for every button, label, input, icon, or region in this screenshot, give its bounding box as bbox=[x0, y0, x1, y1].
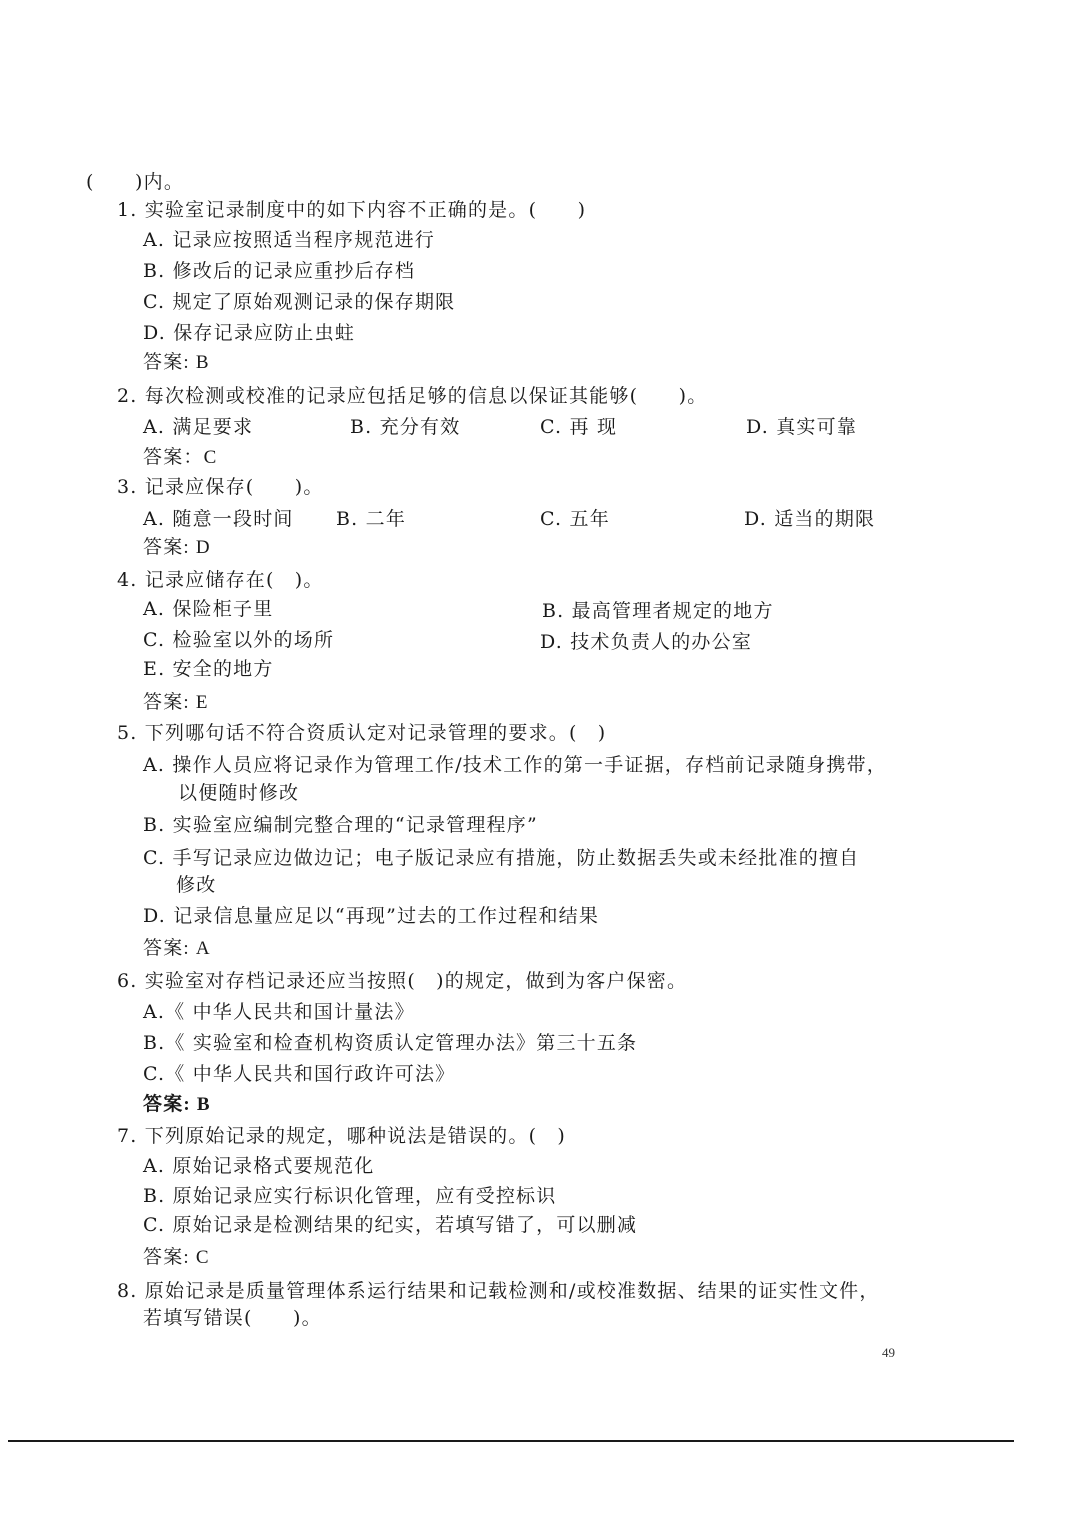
question-5-option-a-cont: 以便随时修改 bbox=[178, 782, 300, 804]
question-4-option-a: A. 保险柜子里 bbox=[143, 598, 274, 620]
question-6-option-a: A.《 中华人民共和国计量法》 bbox=[143, 1001, 415, 1023]
question-5-option-d: D. 记录信息量应足以“再现”过去的工作过程和结果 bbox=[143, 905, 600, 927]
question-8-stem-cont: 若填写错误( )。 bbox=[143, 1307, 322, 1329]
question-2-option-b: B. 充分有效 bbox=[350, 416, 461, 438]
question-1-answer: 答案: B bbox=[143, 352, 210, 373]
question-7-stem: 7. 下列原始记录的规定，哪种说法是错误的。( ) bbox=[117, 1125, 566, 1147]
intro-fragment: ( )内。 bbox=[86, 171, 185, 193]
question-1-option-c: C. 规定了原始观测记录的保存期限 bbox=[143, 291, 456, 313]
question-6-stem: 6. 实验室对存档记录还应当按照( )的规定，做到为客户保密。 bbox=[117, 970, 688, 992]
question-6-answer: 答案: B bbox=[143, 1094, 211, 1115]
question-2-answer: 答案：C bbox=[143, 447, 218, 468]
question-5-option-b: B. 实验室应编制完整合理的“记录管理程序” bbox=[143, 814, 538, 836]
question-1-stem: 1. 实验室记录制度中的如下内容不正确的是。( ) bbox=[117, 199, 587, 221]
question-7-option-c: C. 原始记录是检测结果的纪实，若填写错了，可以删减 bbox=[143, 1214, 638, 1236]
question-4-stem: 4. 记录应储存在( )。 bbox=[117, 569, 324, 591]
question-1-option-d: D. 保存记录应防止虫蛀 bbox=[143, 322, 356, 344]
footer-rule bbox=[8, 1440, 1014, 1442]
question-3-option-c: C. 五年 bbox=[540, 508, 610, 530]
question-7-option-a: A. 原始记录格式要规范化 bbox=[143, 1155, 375, 1177]
question-7-option-b: B. 原始记录应实行标识化管理，应有受控标识 bbox=[143, 1185, 557, 1207]
question-6-option-b: B.《 实验室和检查机构资质认定管理办法》第三十五条 bbox=[143, 1032, 638, 1054]
question-3-stem: 3. 记录应保存( )。 bbox=[117, 476, 324, 498]
question-3-option-d: D. 适当的期限 bbox=[744, 508, 876, 530]
question-1-option-b: B. 修改后的记录应重抄后存档 bbox=[143, 260, 416, 282]
question-4-option-d: D. 技术负责人的办公室 bbox=[540, 631, 753, 653]
question-1-option-a: A. 记录应按照适当程序规范进行 bbox=[143, 229, 436, 251]
question-7-answer: 答案: C bbox=[143, 1247, 210, 1268]
question-4-option-b: B. 最高管理者规定的地方 bbox=[542, 600, 774, 622]
question-3-answer: 答案: D bbox=[143, 537, 211, 558]
question-4-option-e: E. 安全的地方 bbox=[143, 658, 274, 680]
question-5-option-c-cont: 修改 bbox=[176, 874, 217, 896]
page-number: 49 bbox=[882, 1345, 895, 1360]
question-3-option-b: B. 二年 bbox=[336, 508, 407, 530]
question-2-option-c: C. 再 现 bbox=[540, 416, 618, 438]
question-2-option-a: A. 满足要求 bbox=[143, 416, 254, 438]
question-4-answer: 答案: E bbox=[143, 692, 209, 713]
question-5-option-a: A. 操作人员应将记录作为管理工作/技术工作的第一手证据，存档前记录随身携带， bbox=[143, 754, 888, 776]
question-2-stem: 2. 每次检测或校准的记录应包括足够的信息以保证其能够( )。 bbox=[117, 385, 708, 407]
question-3-option-a: A. 随意一段时间 bbox=[143, 508, 294, 530]
question-5-answer: 答案: A bbox=[143, 938, 211, 959]
question-6-option-c: C.《 中华人民共和国行政许可法》 bbox=[143, 1063, 456, 1085]
question-2-option-d: D. 真实可靠 bbox=[746, 416, 858, 438]
question-5-stem: 5. 下列哪句话不符合资质认定对记录管理的要求。( ) bbox=[117, 722, 607, 744]
question-5-option-c: C. 手写记录应边做边记；电子版记录应有措施，防止数据丢失或未经批准的擅自 bbox=[143, 847, 860, 869]
question-4-option-c: C. 检验室以外的场所 bbox=[143, 629, 335, 651]
question-8-stem: 8. 原始记录是质量管理体系运行结果和记载检测和/或校准数据、结果的证实性文件， bbox=[117, 1280, 880, 1302]
